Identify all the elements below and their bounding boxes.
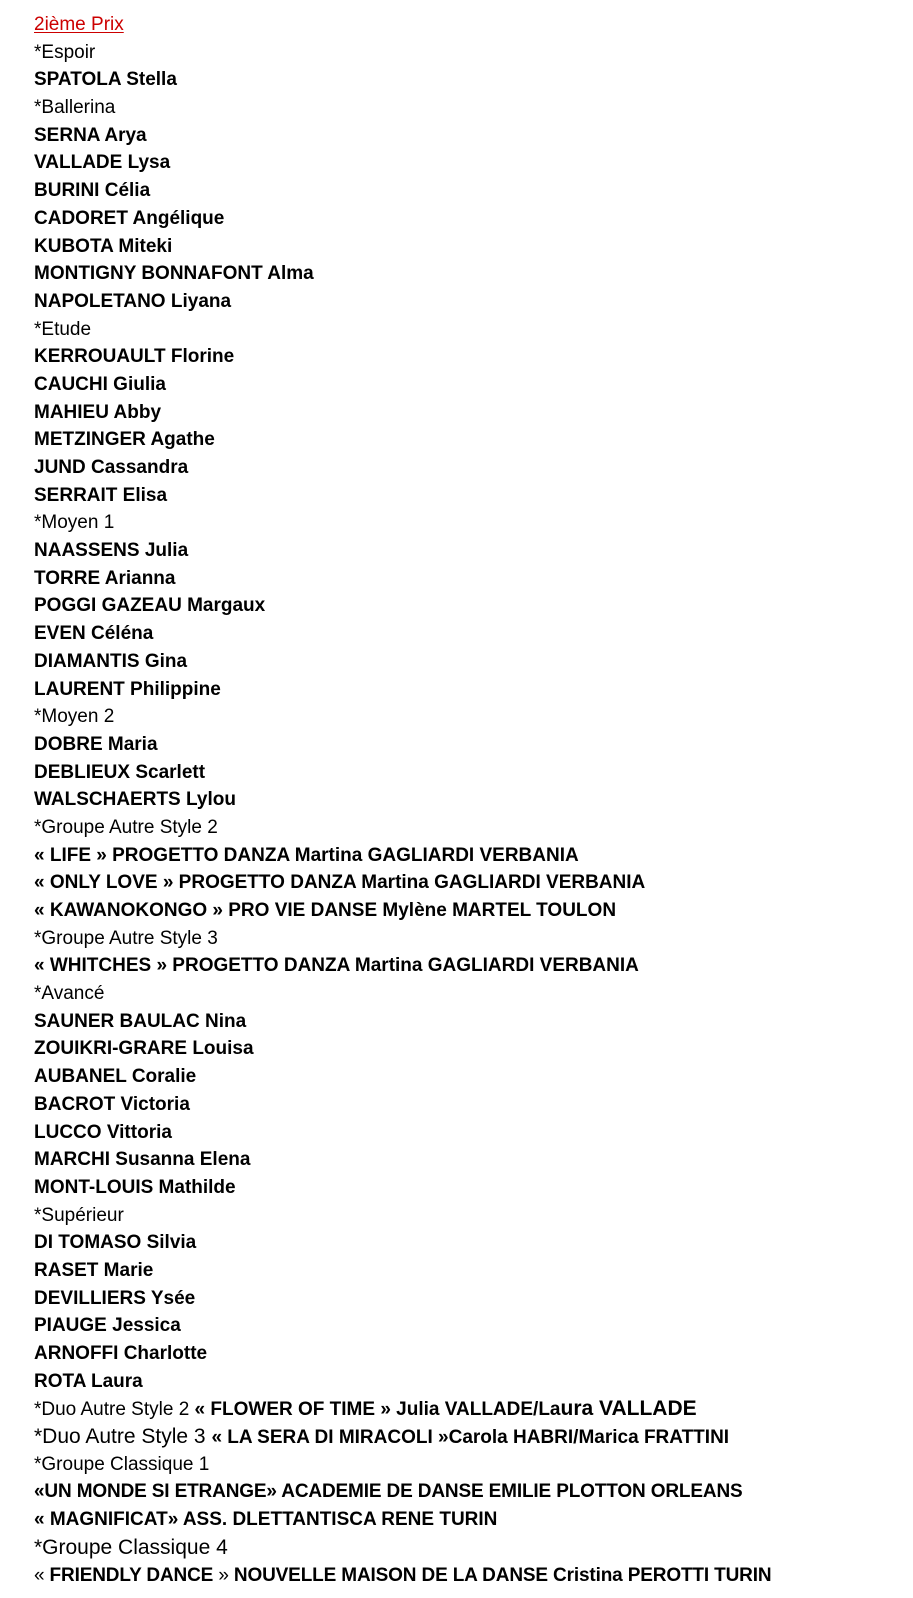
laureate-name: VALLADE Lysa [34,152,171,174]
laureate-name: MONT-LOUIS Mathilde [34,1176,236,1198]
laureate-name: ZOUIKRI-GRARE Louisa [34,1038,254,1060]
group-entry: «UN MONDE SI ETRANGE» ACADEMIE DE DANSE EMILIE PLOTTON ORLEANS [34,1481,743,1503]
laureate-name: CAUCHI Giulia [34,373,166,395]
category-groupe-classique-4: *Groupe Classique 4 [34,1535,228,1559]
laureate-name: KERROUAULT Florine [34,346,235,368]
section-heading-2eme-prix: 2ième Prix [34,14,124,35]
laureate-name: DOBRE Maria [34,733,158,755]
category-groupe-classique-1: *Groupe Classique 1 [34,1453,210,1475]
laureate-name: SERRAIT Elisa [34,484,168,506]
group-entry: « LIFE » PROGETTO DANZA Martina GAGLIARDI VERBANIA [34,844,579,866]
laureate-name: PIAUGE Jessica [34,1315,181,1337]
laureate-name: DEVILLIERS Ysée [34,1287,196,1309]
duo-entry-tail: ura VALLADE [560,1397,697,1421]
laureate-name: SERNA Arya [34,124,147,146]
category-avance: *Avancé [34,983,105,1005]
laureate-name: LAURENT Philippine [34,678,221,700]
laureate-name: MARCHI Susanna Elena [34,1149,251,1171]
quote-open: « [34,1564,50,1586]
category-etude: *Etude [34,318,92,340]
laureate-name: RASET Marie [34,1259,154,1281]
group-entry: « MAGNIFICAT» ASS. DLETTANTISCA RENE TURIN [34,1509,498,1531]
laureate-name: LUCCO Vittoria [34,1121,172,1143]
laureate-name: KUBOTA Miteki [34,235,173,257]
laureate-name: NAASSENS Julia [34,540,189,562]
laureate-name: EVEN Céléna [34,623,154,645]
duo-entry: « FLOWER OF TIME » Julia VALLADE/La [194,1399,561,1421]
category-superieur: *Supérieur [34,1204,124,1226]
laureate-name: TORRE Arianna [34,567,176,589]
laureate-name: DEBLIEUX Scarlett [34,761,206,783]
group-entry: « ONLY LOVE » PROGETTO DANZA Martina GAGLIARDI VERBANIA [34,872,646,894]
group-entry: NOUVELLE MAISON DE LA DANSE Cristina PEROTTI TURIN [233,1564,772,1586]
group-classique-4-entry [34,1562,913,1590]
quote-close: » [213,1564,234,1586]
group-entry: « KAWANOKONGO » PRO VIE DANSE Mylène MARTEL TOULON [34,900,617,921]
category-ballerina: *Ballerina [34,97,116,119]
laureate-name: METZINGER Agathe [34,429,215,451]
laureate-name: ARNOFFI Charlotte [34,1343,208,1364]
laureate-name: CADORET Angélique [34,207,225,229]
laureate-name: SPATOLA Stella [34,69,177,91]
laureate-name: MONTIGNY BONNAFONT Alma [34,263,314,285]
category-duo-autre-style-3: *Duo Autre Style 3 [34,1425,212,1449]
group-entry: « WHITCHES » PROGETTO DANZA Martina GAGLIARDI VERBANIA [34,955,639,977]
category-espoir: *Espoir [34,41,96,63]
laureate-name: AUBANEL Coralie [34,1066,197,1088]
category-groupe-autre-style-2: *Groupe Autre Style 2 [34,816,218,838]
category-moyen-2: *Moyen 2 [34,706,115,728]
category-moyen-1: *Moyen 1 [34,512,115,534]
laureate-name: WALSCHAERTS Lylou [34,789,236,811]
group-title: FRIENDLY DANCE [49,1564,214,1586]
laureate-name: JUND Cassandra [34,457,189,478]
laureate-name: DIAMANTIS Gina [34,650,188,672]
laureate-name: NAPOLETANO Liyana [34,290,232,312]
laureate-name: POGGI GAZEAU Margaux [34,595,266,617]
laureate-name: BACROT Victoria [34,1093,190,1115]
category-duo-autre-style-2: *Duo Autre Style 2 [34,1399,195,1421]
category-groupe-autre-style-3: *Groupe Autre Style 3 [34,927,218,949]
laureate-name: ROTA Laura [34,1370,143,1392]
laureate-name: MAHIEU Abby [34,401,162,423]
duo-autre-style-3-entry [34,1423,913,1451]
laureate-name: DI TOMASO Silvia [34,1232,197,1254]
duo-autre-style-2-entry [34,1395,913,1423]
laureate-name: BURINI Célia [34,180,151,202]
duo-entry: « LA SERA DI MIRACOLI »Carola HABRI/Marica FRATTINI [211,1427,730,1449]
laureate-name: SAUNER BAULAC Nina [34,1010,247,1032]
